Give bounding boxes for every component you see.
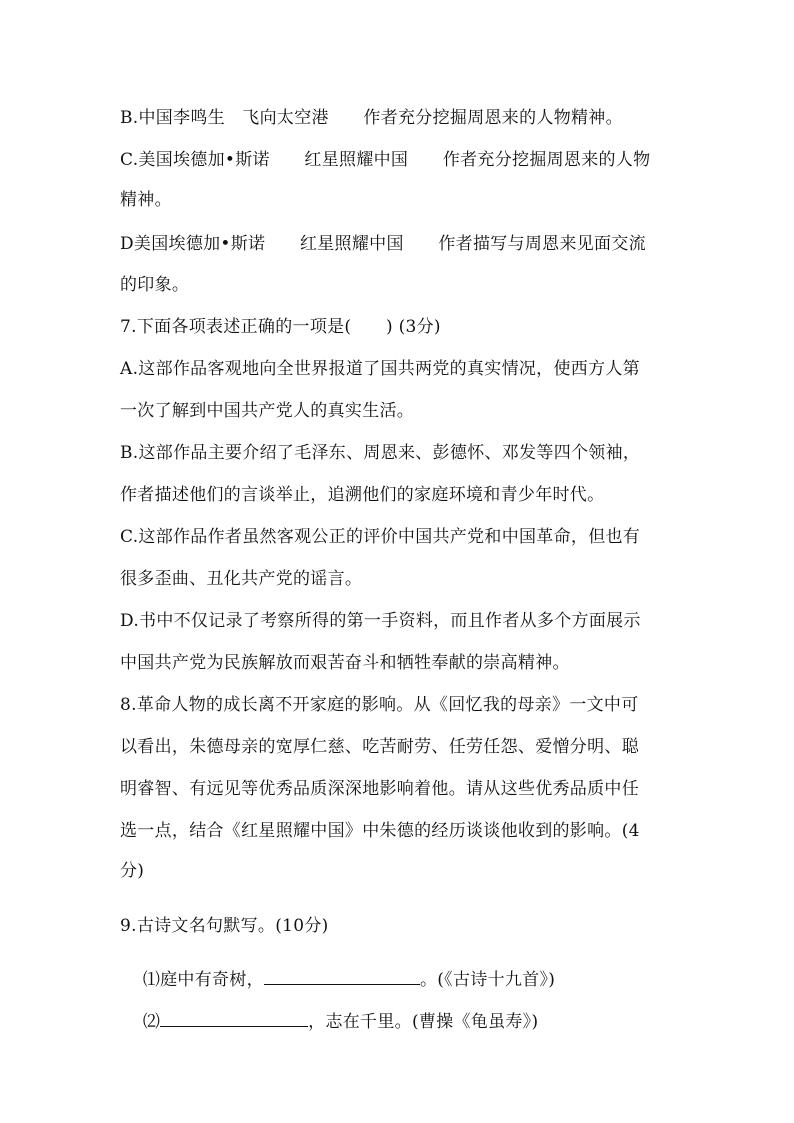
- fill-blank-1[interactable]: [264, 970, 420, 985]
- question-8-line-4: 选一点，结合《红星照耀中国》中朱德的经历谈谈他收到的影响。(4: [120, 821, 640, 841]
- question-8-line-2: 以看出，朱德母亲的宽厚仁慈、吃苦耐劳、任劳任怨、爱憎分明、聪: [120, 737, 639, 757]
- question-7-title: 7.下面各项表述正确的一项是( ) (3分): [120, 317, 441, 337]
- question-8-line-1: 8.革命人物的成长离不开家庭的影响。从《回忆我的母亲》一文中可: [120, 695, 639, 715]
- fill-item-2: [120, 992, 538, 1052]
- q7-option-d-line-1: D.书中不仅记录了考察所得的第一手资料，而且作者从多个方面展示: [120, 611, 641, 631]
- option-d-line-1: D美国埃德加•斯诺 红星照耀中国 作者描写与周恩来见面交流: [120, 234, 646, 254]
- q7-option-b-line-2: 作者描述他们的言谈举止，追溯他们的家庭环境和青少年时代。: [120, 485, 605, 505]
- q7-option-b-line-1: B.这部作品主要介绍了毛泽东、周恩来、彭德怀、邓发等四个领袖，: [120, 443, 641, 463]
- question-9-title: 9.古诗文名句默写。(10分): [120, 916, 329, 936]
- fill-item-2-suffix: ，志在千里。(曹操《龟虽寿》): [308, 1012, 539, 1032]
- fill-item-1-prefix: ⑴庭中有奇树，: [142, 970, 264, 990]
- fill-item-1-suffix: 。(《古诗十九首》): [419, 970, 556, 990]
- q7-option-a-line-2: 一次了解到中国共产党人的真实生活。: [120, 401, 415, 421]
- question-8-line-3: 明睿智、有远见等优秀品质深深地影响着他。请从这些优秀品质中任: [120, 779, 639, 799]
- q7-option-d-line-2: 中国共产党为民族解放而艰苦奋斗和牺牲奉献的崇高精神。: [120, 653, 570, 673]
- fill-item-2-prefix: ⑵: [142, 1012, 161, 1032]
- q7-option-a-line-1: A.这部作品客观地向全世界报道了国共两党的真实情况，使西方人第: [120, 359, 640, 379]
- fill-blank-2[interactable]: [160, 1012, 308, 1027]
- q7-option-c-line-1: C.这部作品作者虽然客观公正的评价中国共产党和中国革命，但也有: [120, 527, 641, 547]
- q7-option-c-line-2: 很多歪曲、丑化共产党的谣言。: [120, 569, 363, 589]
- option-b-line: B.中国李鸣生 飞向太空港 作者充分挖掘周恩来的人物精神。: [120, 108, 623, 128]
- question-8-line-5: 分): [120, 861, 145, 881]
- option-c-line-2: 精神。: [120, 190, 172, 210]
- option-d-line-2: 的印象。: [120, 275, 190, 295]
- option-c-line-1: C.美国埃德加•斯诺 红星照耀中国 作者充分挖掘周恩来的人物: [120, 150, 651, 170]
